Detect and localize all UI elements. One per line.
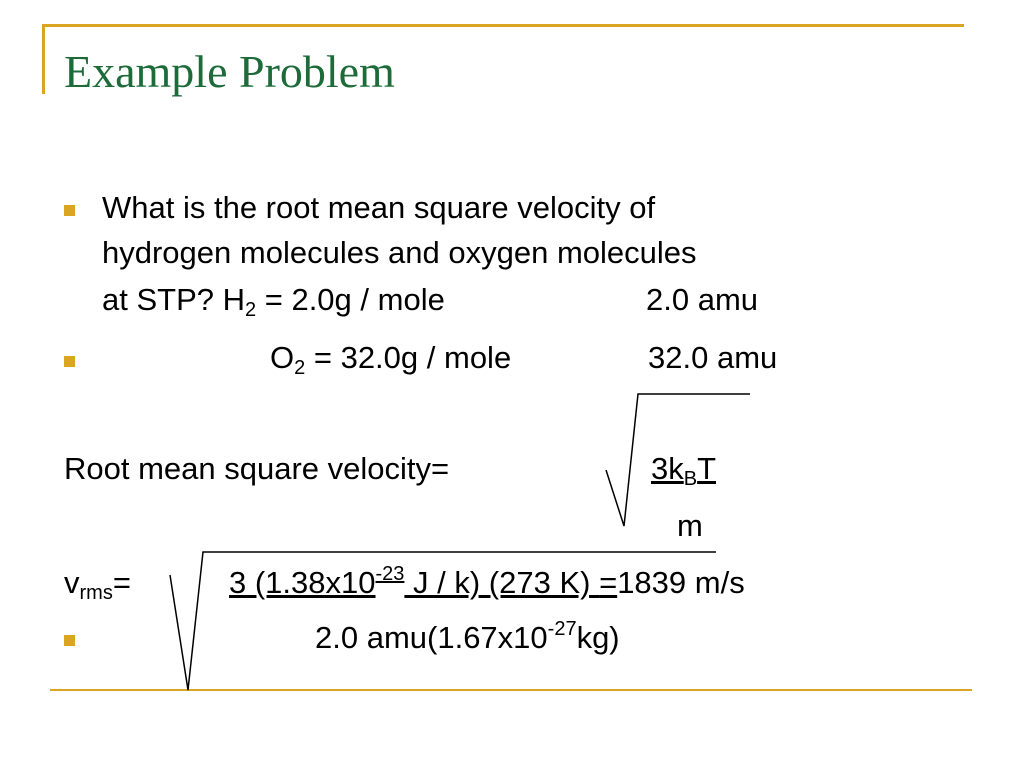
calc-denominator-a: 2.0 amu(1.67x10 [315, 620, 548, 655]
calc-numerator-a: 3 (1.38x10 [229, 565, 376, 600]
calc-radical [170, 552, 716, 690]
vrms-v: v [64, 565, 80, 600]
o2-amu: 32.0 amu [648, 340, 778, 375]
h2-amu: 2.0 amu [646, 282, 759, 317]
h2-molar-mass: = 2.0g / mole [256, 282, 445, 317]
calc-denominator-b: kg) [576, 620, 620, 655]
boltzmann-subscript: B [683, 468, 698, 490]
calc-numerator-exponent: -23 [375, 563, 405, 585]
vrms-subscript: rms [79, 582, 113, 604]
o2-subscript: 2 [294, 357, 306, 379]
question-line-1: What is the root mean square velocity of [102, 190, 656, 225]
o2-symbol: O [270, 340, 295, 375]
slide-title: Example Problem [64, 46, 395, 97]
formula-denominator: m [677, 508, 703, 543]
h2-subscript: 2 [245, 299, 257, 321]
calc-numerator-b: J / k) (273 K) [404, 565, 600, 600]
calc-numerator-equals: = [599, 565, 618, 600]
calc-result: 1839 m/s [617, 565, 745, 600]
formula-numerator-t: T [697, 451, 717, 486]
question-line-3-text: at STP? H [102, 282, 245, 317]
formula-label: Root mean square velocity= [64, 451, 450, 486]
o2-molar-mass: = 32.0g / mole [305, 340, 512, 375]
calc-denominator-exponent: -27 [547, 618, 577, 640]
formula-numerator-3k: 3k [651, 451, 684, 486]
formula-radical [606, 394, 750, 526]
vrms-equals: = [112, 565, 131, 600]
question-line-2: hydrogen molecules and oxygen molecules [102, 235, 697, 270]
